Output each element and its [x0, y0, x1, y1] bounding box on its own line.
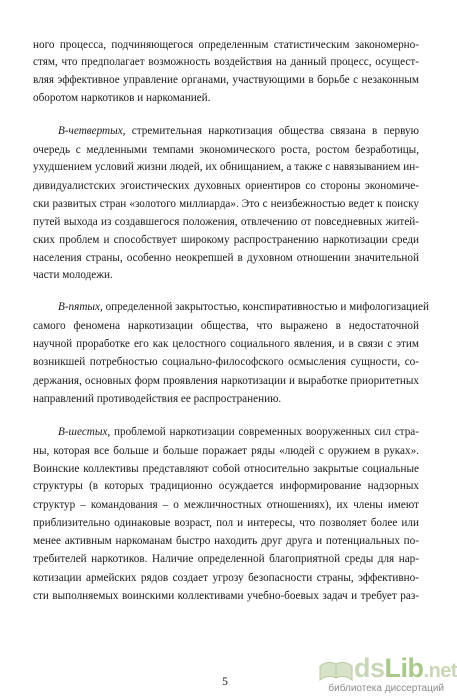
text-line: ного процесса, подчиняющегося определенным статистическим закономерно- — [33, 39, 419, 51]
text-line: самого феномена наркотизации общества, что выражено в недостаточной — [33, 320, 419, 332]
text-line: путей выхода из создавшегося положения, отвлечению от повседневных житей- — [33, 216, 419, 228]
text-line: Воинские коллективы представляют собой относительно закрытые социальные — [33, 463, 419, 475]
text-line: структур – командования – о межличностных отношениях), их члены имеют — [33, 499, 419, 511]
text-line: В-четвертых, стремительная наркотизация общества связана в первую — [58, 125, 419, 137]
text-line: сти выполняемых воинскими коллективами учебно-боевых задач и требует раз- — [33, 590, 419, 602]
text-line: части молодежи. — [33, 269, 113, 281]
text-line: ухудшением условий жизни людей, их обнищанием, а также с навязыванием ин- — [33, 161, 419, 173]
paragraph-lead-in: В-пятых, — [58, 301, 103, 313]
book-logo-icon — [318, 660, 354, 684]
text-line: вляя эффективное управление органами, участвующими в борьбе с незаконным — [33, 74, 419, 86]
text-line: возникшей потребностью социально-философского осмысления сущности, со- — [33, 356, 419, 368]
text-line: стям, что предполагает возможность воздействия на данный процесс, осущест- — [33, 56, 419, 68]
paragraph-lead-in: В-шестых, — [58, 426, 111, 438]
text-line: оборотом наркотиков и наркоманией. — [33, 92, 211, 104]
text-line: очередь с медленными темпами экономического роста, ростом безработицы, — [33, 144, 419, 156]
text-line: ны, которая все больше и больше поражает ряды «людей с оружием в руках». — [33, 445, 419, 457]
text-line: котизации армейских рядов создает угрозу безопасности страны, эффективно- — [33, 572, 419, 584]
text-line: населения страны, особенно неокрепшей в духовном отношении значительной — [33, 252, 419, 264]
text-line: структуры (в которых традиционно осуждается информирование надзорных — [33, 480, 419, 492]
text-line: научной проработке его как целостного социального явления, и в связи с этим — [33, 338, 419, 350]
text-line: В-пятых, определенной закрытостью, конспиративностью и мифологизацией — [58, 301, 429, 313]
text-line: держания, основных форм проявления наркотизации и выработке приоритетных — [33, 375, 419, 387]
text-line: ски развитых стран «золотого миллиарда». Это с неизбежностью ведет к поиску — [33, 198, 419, 210]
text-line: требителей наркотиков. Наличие определенной благоприятной среды для нар- — [33, 553, 419, 565]
paragraph-lead-in: В-четвертых, — [58, 125, 126, 137]
dslib-watermark[interactable] — [318, 652, 457, 696]
text-line: ских проблем и способствует широкому распространению наркотизации среди — [33, 234, 419, 246]
watermark-logo-text: dsLib.net — [354, 653, 457, 683]
text-line: менее активным наркоманам быстро находить друг друга и потенциальных по- — [33, 535, 419, 547]
watermark-subtitle: библиотека диссертаций — [328, 683, 444, 694]
text-line: В-шестых, проблемой наркотизации современных вооруженных сил стра- — [58, 426, 419, 438]
text-line: дивидуалистских эгоистических духовных ориентиров со стороны экономиче- — [33, 180, 419, 192]
text-line: приблизительно одинаковые возраст, пол и интересы, что позволяет более или — [33, 517, 419, 529]
text-line: направлений противодействия ее распространению. — [33, 393, 282, 405]
page-number: 5 — [222, 676, 228, 688]
